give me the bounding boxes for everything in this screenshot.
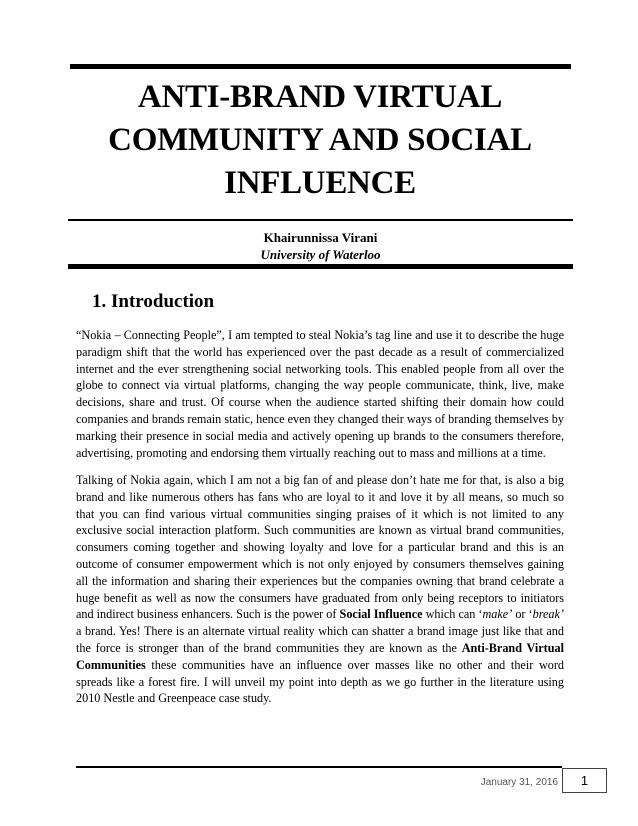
bold-term-anti-brand: Anti-Brand Virtual Communities (76, 640, 564, 672)
paragraph-2-text: or ‘ (512, 607, 533, 622)
page-number: 1 (562, 768, 607, 793)
bold-term-social-influence: Social Influence (339, 607, 423, 622)
italic-term-break: break’ (532, 607, 564, 622)
paragraph-2-text: which can ‘ (422, 607, 483, 622)
title-line-1: ANTI-BRAND VIRTUAL (137, 79, 503, 115)
author-affiliation: University of Waterloo (260, 247, 381, 262)
paragraph-2-text: a brand. Yes! There is an alternate virtual reality which can shatter a brand image just like that and the force is stronger than of the brand communities they are known as the (76, 624, 564, 655)
section-heading: 1. Introduction (92, 291, 215, 312)
author-divider (68, 264, 573, 269)
title-divider (68, 219, 573, 221)
top-rule (70, 64, 571, 69)
paragraph-2 (76, 472, 564, 707)
author-block (68, 229, 573, 263)
paragraph-2-text: these communities have an influence over masses like no other and their word spreads like a forest fire. I will unveil my point into depth as we go further in the literature using 2010 Nestle and Greenpeace case study. (76, 657, 564, 706)
title-line-2: COMMUNITY AND SOCIAL (108, 122, 532, 158)
title-line-3: INFLUENCE (224, 165, 416, 201)
author-name: Khairunnissa Virani (263, 230, 378, 245)
paper-title (60, 76, 580, 205)
italic-term-make: make’ (482, 607, 513, 622)
paragraph-1: “Nokia – Connecting People”, I am tempted to steal Nokia’s tag line and use it to describe the huge paradigm shift that the world has experienced over the past decade as a result of commercialized internet and the ever strengthening social networking tools. This enabled people from all over the globe to connect via virtual platforms, changing the way people communicate, think, live, make decisions, share and trust. Of course when the audience started shifting their domain how could companies and brands remain static, hence even they changed their ways of branding themselves by marking their presence in social media and actively opening up brands to the consumers therefore, advertising, promoting and endorsing them virtually reaching out to mass and millions at a time. (76, 328, 564, 460)
footer-date: January 31, 2016 (480, 777, 558, 788)
footer-rule (76, 766, 562, 768)
paragraph-2-text: Talking of Nokia again, which I am not a big fan of and please don’t hate me for that, is also a big brand and like numerous others has fans who are loyal to it and love it by all means, so much so that you can find various virtual communities singing praises of it which is not limited to any exclusive social interaction platform. Such communities are known as virtual brand communities, consumers coming together and showing loyalty and love for a particular brand and this is an outcome of consumer empowerment which is not only enjoyed by consumers themselves gaining all the information and sharing their experiences but the companies owning that brand celebrate a huge benefit as well as now the consumers have graduated from only being receptors to initiators and indirect business enhancers. Such is the power of (76, 473, 564, 622)
